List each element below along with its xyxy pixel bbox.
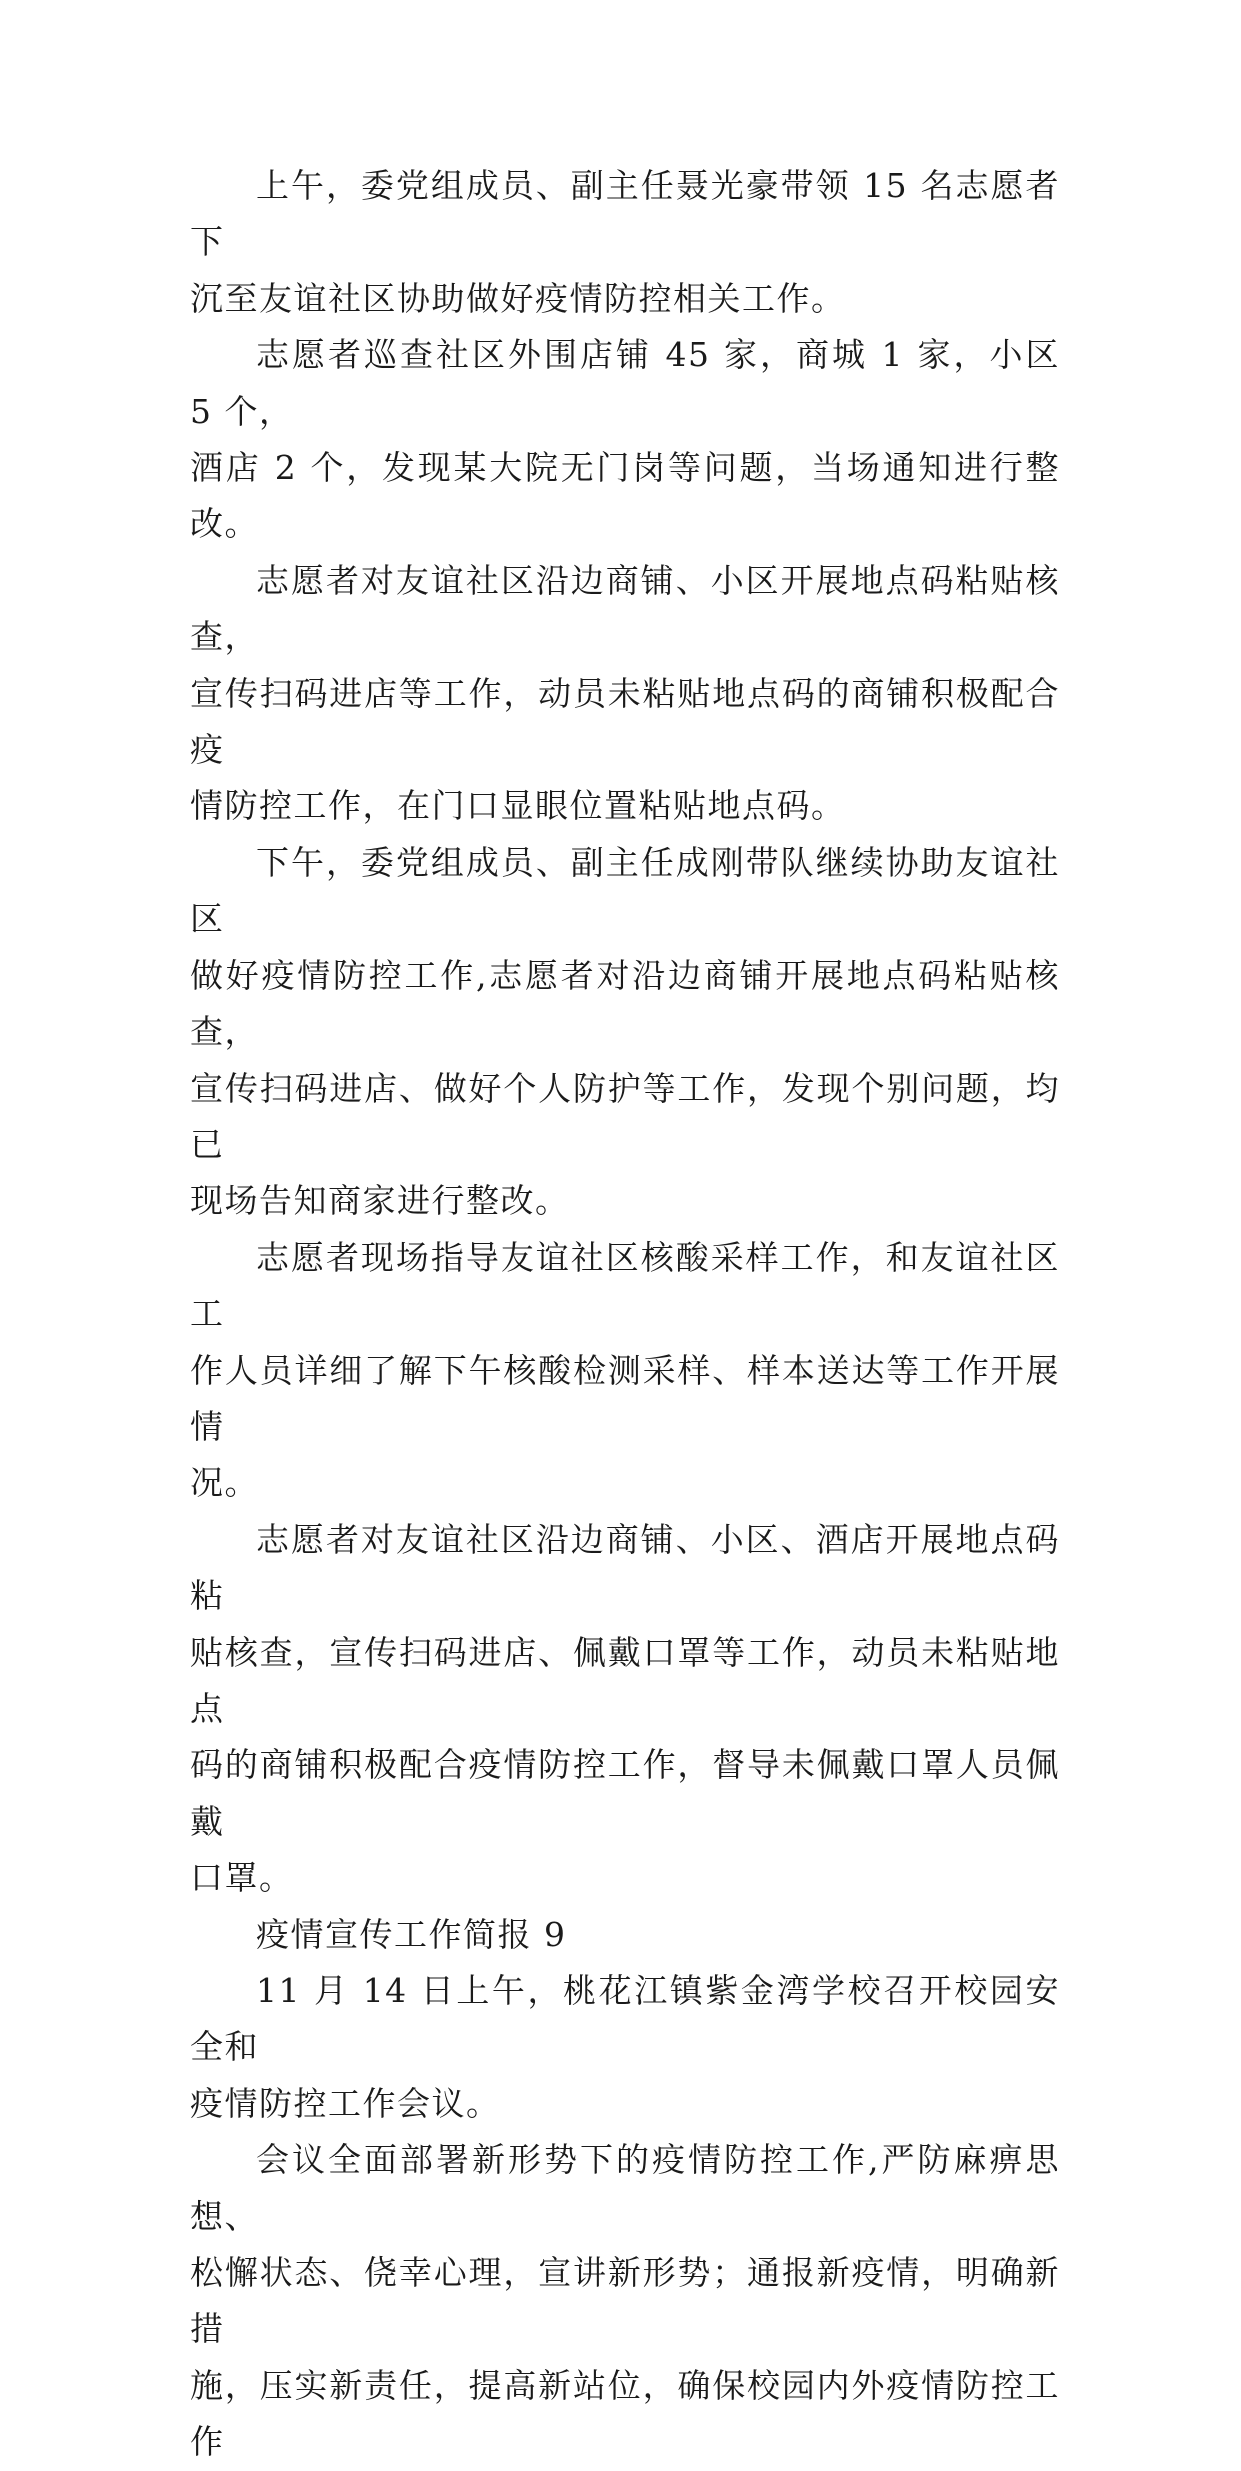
text-line: 码的商铺积极配合疫情防控工作，督导未佩戴口罩人员佩戴	[190, 1745, 1060, 1841]
text-line: 疫情宣传工作简报 9	[256, 1914, 567, 1954]
text-line: 志愿者巡查社区外围店铺 45 家，商城 1 家，小区 5 个，	[190, 335, 1060, 431]
text-line: 宣传扫码进店、做好个人防护等工作，发现个别问题，均已	[190, 1068, 1060, 1164]
text-line: 作人员详细了解下午核酸检测采样、样本送达等工作开展情	[190, 1350, 1060, 1446]
text-line: 会议全面部署新形势下的疫情防控工作,严防麻痹思想、	[190, 2140, 1060, 2236]
text-line: 疫情防控工作会议。	[190, 2083, 501, 2123]
text-line: 上午，委党组成员、副主任聂光豪带领 15 名志愿者下	[190, 166, 1060, 262]
text-line: 松懈状态、侥幸心理，宣讲新形势；通报新疫情，明确新措	[190, 2253, 1060, 2349]
text-line: 现场告知商家进行整改。	[190, 1181, 570, 1221]
paragraph-meeting-deployment	[190, 2132, 1060, 2470]
text-line: 下午，委党组成员、副主任成刚带队继续协助友谊社区	[190, 842, 1060, 939]
paragraph-school-meeting	[190, 1963, 1060, 2132]
text-line: 情防控工作，在门口显眼位置粘贴地点码。	[190, 786, 846, 826]
text-line: 贴核查，宣传扫码进店、佩戴口罩等工作，动员未粘贴地点	[190, 1632, 1060, 1728]
text-line: 口罩。	[190, 1858, 294, 1898]
text-line: 志愿者现场指导友谊社区核酸采样工作，和友谊社区工	[190, 1237, 1060, 1334]
paragraph-patrol-shops	[190, 327, 1060, 553]
document-body	[190, 158, 1060, 2471]
text-line: 志愿者对友谊社区沿边商铺、小区开展地点码粘贴核查，	[190, 560, 1060, 657]
section-heading-briefing-9	[190, 1907, 1060, 1963]
paragraph-location-code-check	[190, 553, 1060, 835]
text-line: 酒店 2 个，发现某大院无门岗等问题，当场通知进行整改。	[190, 448, 1060, 544]
text-line: 沉至友谊社区协助做好疫情防控相关工作。	[190, 278, 846, 318]
text-line: 11 月 14 日上午，桃花江镇紫金湾学校召开校园安全和	[190, 1971, 1060, 2067]
text-line: 施，压实新责任，提高新站位，确保校园内外疫情防控工作	[190, 2365, 1060, 2462]
text-line: 志愿者对友谊社区沿边商铺、小区、酒店开展地点码粘	[190, 1519, 1060, 1616]
text-line: 做好疫情防控工作,志愿者对沿边商铺开展地点码粘贴核查，	[190, 955, 1060, 1052]
paragraph-morning-volunteers	[190, 158, 1060, 327]
paragraph-mask-supervision	[190, 1512, 1060, 1907]
text-line: 宣传扫码进店等工作，动员未粘贴地点码的商铺积极配合疫	[190, 673, 1060, 770]
text-line: 况。	[190, 1463, 259, 1503]
paragraph-afternoon-team	[190, 835, 1060, 1230]
paragraph-nucleic-sampling	[190, 1230, 1060, 1512]
